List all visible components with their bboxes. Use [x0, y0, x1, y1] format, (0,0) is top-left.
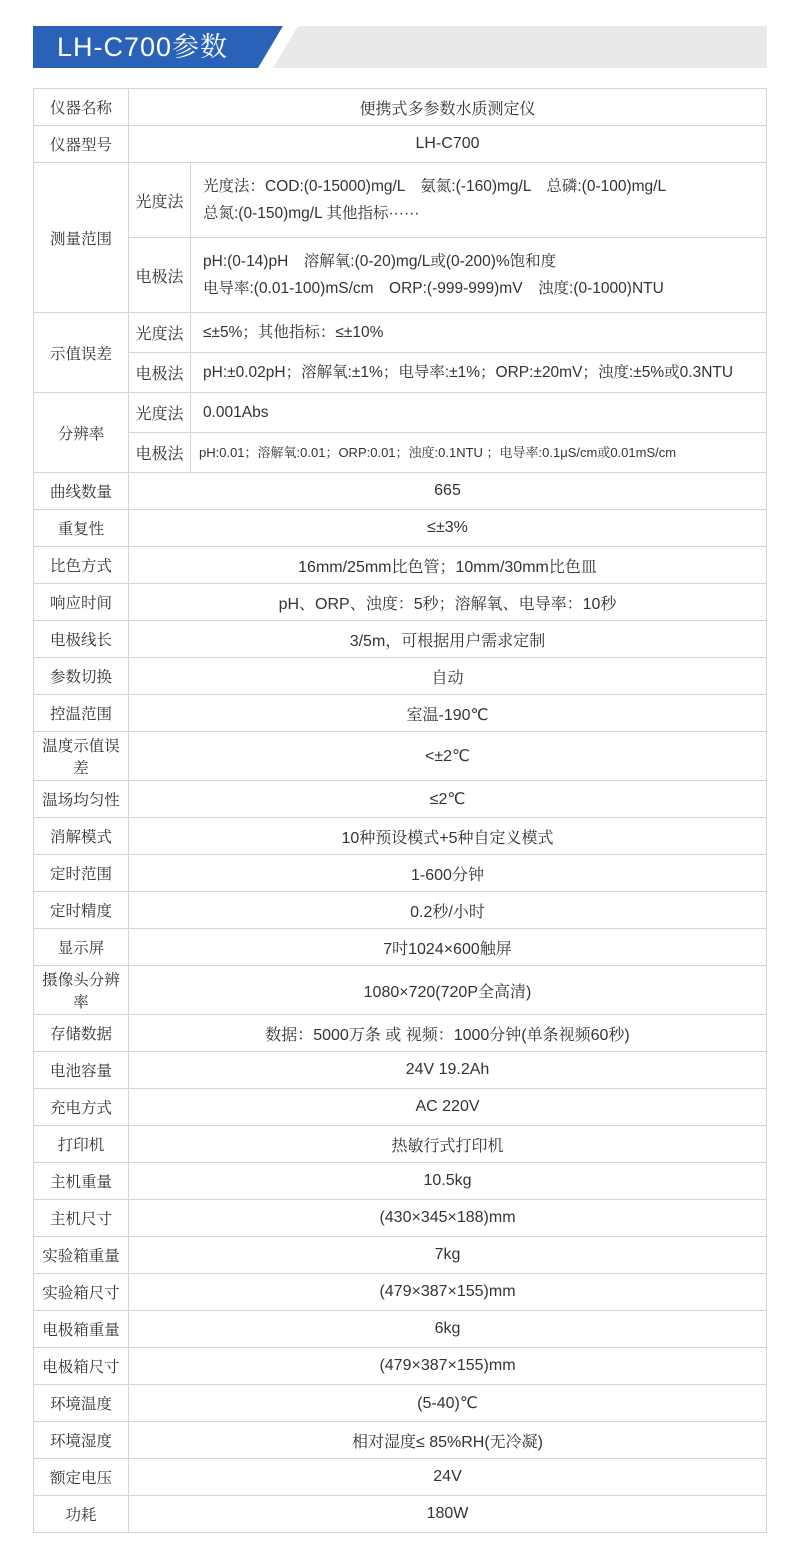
- spec-label: 曲线数量: [34, 473, 129, 510]
- method-label: 光度法: [129, 313, 191, 353]
- spec-label: 主机尺寸: [34, 1200, 129, 1237]
- spec-label: 控温范围: [34, 695, 129, 732]
- table-row: [34, 781, 767, 818]
- spec-value-line: 总氮:(0-150)mg/L 其他指标······: [203, 205, 420, 222]
- table-row: [34, 1015, 767, 1052]
- table-row: [34, 547, 767, 584]
- table-row: [34, 695, 767, 732]
- spec-value: pH:0.01；溶解氧:0.01；ORP:0.01；浊度:0.1NTU ；电导率:0.1μS/cm或0.01mS/cm: [191, 433, 767, 473]
- spec-label: 温度示值误差: [34, 732, 129, 781]
- spec-label: 存储数据: [34, 1015, 129, 1052]
- spec-value: 0.001Abs: [191, 393, 767, 433]
- spec-label: 温场均匀性: [34, 781, 129, 818]
- table-row: [34, 658, 767, 695]
- table-row: [34, 238, 767, 313]
- method-label: 光度法: [129, 163, 191, 238]
- spec-value: 热敏行式打印机: [129, 1126, 767, 1163]
- spec-value: ≤2℃: [129, 781, 767, 818]
- spec-value: (430×345×188)mm: [129, 1200, 767, 1237]
- method-label: 电极法: [129, 238, 191, 313]
- spec-label: 实验箱重量: [34, 1237, 129, 1274]
- spec-value-line: 光度法：COD:(0-15000)mg/L 氨氮:(-160)mg/L 总磷:(0-100)mg/L: [203, 178, 667, 195]
- section-banner: [33, 26, 767, 68]
- spec-value: 1-600分钟: [129, 855, 767, 892]
- table-row: [34, 818, 767, 855]
- table-row: [34, 732, 767, 781]
- spec-value: ≤±3%: [129, 510, 767, 547]
- table-row: [34, 1237, 767, 1274]
- spec-label: 主机重量: [34, 1163, 129, 1200]
- spec-label: 充电方式: [34, 1089, 129, 1126]
- spec-value: 665: [129, 473, 767, 510]
- spec-label: 定时精度: [34, 892, 129, 929]
- spec-value: (5-40)℃: [129, 1385, 767, 1422]
- spec-label: 环境湿度: [34, 1422, 129, 1459]
- spec-label: 电极箱重量: [34, 1311, 129, 1348]
- table-row: [34, 473, 767, 510]
- spec-value: 0.2秒/小时: [129, 892, 767, 929]
- spec-label: 仪器名称: [34, 89, 129, 126]
- table-row: [34, 584, 767, 621]
- table-row: [34, 353, 767, 393]
- spec-value: 24V 19.2Ah: [129, 1052, 767, 1089]
- table-row: [34, 126, 767, 163]
- spec-label: 电极箱尺寸: [34, 1348, 129, 1385]
- table-row: [34, 929, 767, 966]
- spec-label: 环境温度: [34, 1385, 129, 1422]
- spec-value: <±2℃: [129, 732, 767, 781]
- spec-label: 电极线长: [34, 621, 129, 658]
- spec-label: 电池容量: [34, 1052, 129, 1089]
- spec-value: 室温-190℃: [129, 695, 767, 732]
- spec-label: 定时范围: [34, 855, 129, 892]
- table-row: [34, 510, 767, 547]
- spec-label: 仪器型号: [34, 126, 129, 163]
- table-row: [34, 433, 767, 473]
- spec-label: 摄像头分辨率: [34, 966, 129, 1015]
- spec-value: 16mm/25mm比色管；10mm/30mm比色皿: [129, 547, 767, 584]
- page-title: LH-C700参数: [57, 32, 229, 62]
- spec-label: 示值误差: [34, 313, 129, 393]
- spec-label: 分辨率: [34, 393, 129, 473]
- table-row: [34, 1459, 767, 1496]
- table-row: [34, 163, 767, 238]
- spec-value: 24V: [129, 1459, 767, 1496]
- table-row: [34, 1089, 767, 1126]
- spec-value: [191, 163, 767, 238]
- table-row: [34, 1163, 767, 1200]
- table-row: [34, 313, 767, 353]
- spec-label: 测量范围: [34, 163, 129, 313]
- spec-label: 功耗: [34, 1496, 129, 1533]
- table-row: [34, 1385, 767, 1422]
- method-label: 电极法: [129, 353, 191, 393]
- table-row: [34, 89, 767, 126]
- table-row: [34, 393, 767, 433]
- spec-value: (479×387×155)mm: [129, 1274, 767, 1311]
- table-row: [34, 1274, 767, 1311]
- method-label: 光度法: [129, 393, 191, 433]
- spec-value: 便携式多参数水质测定仪: [129, 89, 767, 126]
- spec-value: 10.5kg: [129, 1163, 767, 1200]
- spec-value: pH:±0.02pH；溶解氧:±1%；电导率:±1%；ORP:±20mV；浊度:±5%或0.3NTU: [191, 353, 767, 393]
- spec-table: [33, 88, 767, 1533]
- spec-label: 额定电压: [34, 1459, 129, 1496]
- spec-value: 10种预设模式+5种自定义模式: [129, 818, 767, 855]
- table-row: [34, 855, 767, 892]
- spec-value: pH、ORP、浊度：5秒；溶解氧、电导率：10秒: [129, 584, 767, 621]
- spec-value: [191, 238, 767, 313]
- table-row: [34, 1311, 767, 1348]
- spec-value: (479×387×155)mm: [129, 1348, 767, 1385]
- spec-label: 重复性: [34, 510, 129, 547]
- spec-value: 数据：5000万条 或 视频：1000分钟(单条视频60秒): [129, 1015, 767, 1052]
- table-row: [34, 1052, 767, 1089]
- table-row: [34, 966, 767, 1015]
- spec-value: LH-C700: [129, 126, 767, 163]
- spec-value: 自动: [129, 658, 767, 695]
- spec-value: 相对湿度≤ 85%RH(无冷凝): [129, 1422, 767, 1459]
- spec-label: 消解模式: [34, 818, 129, 855]
- spec-value: 6kg: [129, 1311, 767, 1348]
- spec-label: 比色方式: [34, 547, 129, 584]
- spec-label: 显示屏: [34, 929, 129, 966]
- spec-label: 响应时间: [34, 584, 129, 621]
- spec-label: 实验箱尺寸: [34, 1274, 129, 1311]
- method-label: 电极法: [129, 433, 191, 473]
- spec-value: 3/5m，可根据用户需求定制: [129, 621, 767, 658]
- spec-value: ≤±5%；其他指标：≤±10%: [191, 313, 767, 353]
- spec-label: 参数切换: [34, 658, 129, 695]
- table-row: [34, 621, 767, 658]
- table-row: [34, 1422, 767, 1459]
- spec-value: 7kg: [129, 1237, 767, 1274]
- table-row: [34, 1348, 767, 1385]
- table-row: [34, 1496, 767, 1533]
- table-row: [34, 1126, 767, 1163]
- spec-value: 1080×720(720P全高清): [129, 966, 767, 1015]
- table-row: [34, 892, 767, 929]
- table-row: [34, 1200, 767, 1237]
- spec-value: 180W: [129, 1496, 767, 1533]
- spec-value-line: 电导率:(0.01-100)mS/cm ORP:(-999-999)mV 浊度:(0-1000)NTU: [203, 280, 664, 297]
- spec-value-line: pH:(0-14)pH 溶解氧:(0-20)mg/L或(0-200)%饱和度: [203, 253, 557, 270]
- spec-value: AC 220V: [129, 1089, 767, 1126]
- spec-value: 7吋1024×600触屏: [129, 929, 767, 966]
- spec-label: 打印机: [34, 1126, 129, 1163]
